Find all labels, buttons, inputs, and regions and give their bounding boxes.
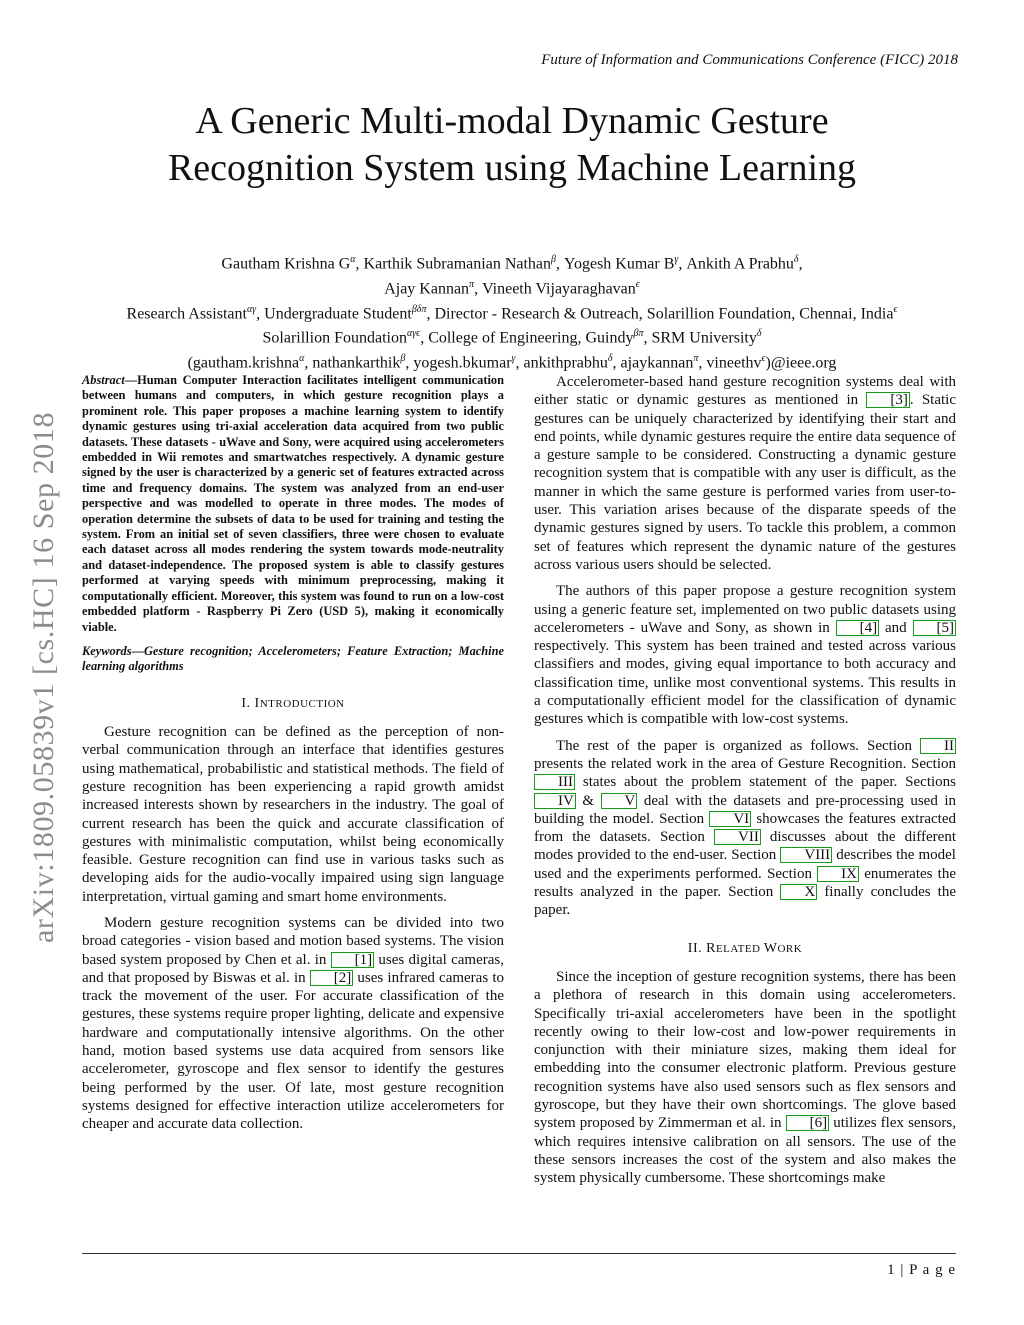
- author-text: , Karthik Subramanian Nathan: [355, 255, 552, 273]
- paragraph-text: The authors of this paper propose a gesture recognition system using a generic feature set, implemented on two public datasets using accelerometers - uWave and Sony, as shown in: [534, 583, 956, 636]
- right-column: [534, 373, 956, 1195]
- section-link[interactable]: IX: [817, 866, 859, 882]
- author-emails-line: [0, 349, 1024, 374]
- citation-link[interactable]: [1]: [331, 952, 375, 968]
- author-mark: α: [299, 353, 305, 365]
- page-number: 1 | P a g e: [887, 1262, 956, 1278]
- footer-rule: [82, 1253, 956, 1254]
- paragraph: [82, 914, 504, 1134]
- paragraph-text: discusses about the different modes provided to the end-user. Section: [534, 829, 956, 864]
- section-link[interactable]: VIII: [780, 847, 832, 863]
- keywords-label: Keywords: [82, 643, 132, 658]
- conference-name: Future of Information and Communications Conference (FICC) 2018: [541, 52, 958, 68]
- paragraph-text: and: [879, 619, 913, 636]
- abstract-label: Abstract: [82, 373, 125, 387]
- section-number: I.: [241, 695, 251, 711]
- paper-title: [0, 98, 1024, 192]
- paragraph-text: describes the model used and the experiments performed. Section: [534, 847, 956, 882]
- author-text: , College of Engineering, Guindy: [420, 329, 634, 347]
- author-text: , Director - Research & Outreach, Solarillion Foundation, Chennai, India: [426, 304, 894, 322]
- title-line-1: A Generic Multi-modal Dynamic Gesture: [195, 100, 829, 142]
- section-link[interactable]: III: [534, 774, 575, 790]
- abstract-text: —Human Computer Interaction facilitates intelligent communication between humans and computers, in which gesture recognition plays a prominent role. This paper proposes a machine learning system to identify dynamic gestures using tri-axial acceleration data acquired from two public datasets. These datasets - uWave and Sony, were acquired using accelerometers embedded in Wii remotes and smartwatches respectively. A dynamic gesture signed by the user is characterized by a generic set of features extracted across time and frequency domains. The system was analyzed from an end-user perspective and was modelled to operate in three modes. The modes of operation determine the subsets of data to be used for training and testing the system. From an initial set of seven classifiers, three were chosen to evaluate each dataset across all modes rendering the system towards mode-neutrality and dataset-independence. The proposed system is able to classify gestures performed at varying speeds with minimum preprocessing, making it computationally efficient. Moreover, this system was found to run on a low-cost embedded platform - Raspberry Pi Zero (USD 5), making it economically viable.: [82, 373, 504, 634]
- author-text: (gautham.krishna: [187, 354, 300, 372]
- author-mark: γ: [511, 353, 516, 365]
- paragraph-text: deal with the datasets and pre-processing used in building the model. Section: [534, 792, 956, 827]
- section-number: II.: [687, 940, 703, 956]
- paragraph: Gesture recognition can be defined as the perception of non-verbal communication through an interface that identifies gestures using mathematical, probabilistic and statistical methods. The field of gesture recognition has been experiencing a rapid growth amidst increased interests shown by researchers in the industry. The goal of current research has been the quick and accurate classification of gestures with minimalistic computation, whilst being economically feasible. Gesture recognition can find use in various tasks such as developing aids for the audio-vocally impaired using sign language interpretation, virtual gaming and smart home environments.: [82, 724, 504, 905]
- author-mark: π: [693, 353, 699, 365]
- section-link[interactable]: II: [920, 738, 956, 754]
- author-block: [0, 250, 1024, 374]
- author-text: Ajay Kannan: [384, 280, 470, 298]
- citation-link[interactable]: [6]: [786, 1115, 830, 1131]
- section-heading-related-work: [534, 940, 956, 958]
- author-mark: α: [350, 254, 356, 265]
- author-names-line-1: [0, 250, 1024, 275]
- paragraph: [534, 373, 956, 574]
- author-text: ,: [798, 255, 803, 273]
- section-heading-introduction: [82, 695, 504, 713]
- paragraph-text: showcases the features extracted from the datasets. Section: [534, 810, 956, 846]
- keywords-text: —Gesture recognition; Accelerometers; Feature Extraction; Machine learning algorithms: [82, 643, 504, 674]
- paragraph-text: uses digital cameras, and that proposed by Biswas et al. in: [82, 951, 504, 986]
- author-mark: δ: [756, 328, 762, 340]
- paragraph-text: Modern gesture recognition systems can be divided into two broad categories - vision based and motion based systems. The vision based system proposed by Chen et al. in: [82, 914, 504, 968]
- author-text: , Vineeth Vijayaraghavan: [474, 280, 636, 298]
- paragraph-text: utilizes flex sensors, which requires intensive calibration on all sensors. The use of the these sensors increases the cost of the system and also makes the system physically cumbersome. These shortcomings make: [534, 1115, 957, 1187]
- paragraph-text: enumerates the results analyzed in the paper. Section: [534, 865, 957, 901]
- author-text: , Ankith A Prabhu: [678, 255, 794, 273]
- author-mark: γ: [674, 254, 679, 265]
- section-smallcaps: ELATED: [715, 942, 764, 955]
- citation-link[interactable]: [4]: [836, 620, 880, 636]
- paragraph-text: states about the problem statement of the paper. Sections: [575, 774, 956, 791]
- arxiv-stamp: arXiv:1809.05839v1 [cs.HC] 16 Sep 2018: [27, 411, 60, 943]
- section-link[interactable]: VI: [709, 811, 751, 827]
- author-text: , ankithprabhu: [515, 354, 608, 372]
- citation-link[interactable]: [2]: [310, 970, 354, 986]
- author-text: Solarillion Foundation: [262, 329, 407, 347]
- author-mark: δ: [793, 254, 799, 265]
- author-mark: π: [469, 278, 475, 290]
- author-mark: αγϵ: [406, 328, 421, 340]
- citation-link[interactable]: [3]: [866, 392, 910, 408]
- section-cap: I: [254, 695, 260, 711]
- author-text: , Yogesh Kumar B: [556, 255, 675, 273]
- section-smallcaps: NTRODUCTION: [259, 697, 345, 710]
- title-line-2: Recognition System using Machine Learning: [167, 147, 857, 189]
- citation-link[interactable]: [5]: [913, 620, 957, 636]
- author-mark: ϵ: [635, 278, 640, 290]
- paragraph-text: finally concludes the paper.: [534, 884, 956, 919]
- author-text: Research Assistant: [126, 304, 247, 322]
- author-roles-line: [0, 300, 1024, 325]
- author-mark: βπ: [633, 328, 644, 340]
- section-cap: W: [763, 940, 778, 956]
- author-names-line-2: [0, 275, 1024, 300]
- paragraph: [534, 582, 956, 728]
- paragraph-text: The rest of the paper is organized as follows. Section: [556, 737, 920, 754]
- author-mark: ϵ: [893, 303, 898, 315]
- section-cap: R: [706, 940, 716, 956]
- author-mark: δ: [607, 353, 613, 365]
- author-affiliations-line: [0, 324, 1024, 349]
- paragraph-text: Since the inception of gesture recognition systems, there has been a plethora of research in this domain using accelerometers. Specifically tri-axial accelerometers have been in the spotlight recently owing to their low-cost and low-power requirements in conjunction with their miniature sizes, making them ideal for embedding into the consumer electronic platform. Previous gesture recognition systems have also used sensors such as flex sensors and gyroscope, but they have their own shortcomings. The glove based system proposed by Zimmerman et al. in: [534, 968, 956, 1132]
- keywords: [82, 644, 504, 675]
- author-text: , SRM University: [643, 329, 757, 347]
- section-link[interactable]: VII: [714, 829, 761, 845]
- author-mark: ϵ: [761, 353, 766, 365]
- paragraph: [534, 968, 956, 1188]
- paragraph-text: . Static gestures can be uniquely characterized by identifying their start and end points, while dynamic gestures require the entire data sequence of a gesture sample to be considered. Constructing a dynamic gesture recognition system that is compatible with any user is difficult, as the manner in which the same gesture is performed varies from user-to-user. This variation arises because of the disparate speeds of the dynamic gestures signed by users. To tackle this problem, a common set of features which represent the dynamic nature of the gestures across various users should be selected.: [534, 392, 956, 573]
- author-text: , vineethv: [698, 354, 762, 372]
- paragraph-text: uses infrared cameras to track the movement of the user. For accurate classification of the gestures, these systems require proper lighting, delicate and expensive hardware and computationally intensive algorithms. On the other hand, motion based systems use data acquired from sensors like accelerometer, gyroscope and flex sensor to identify the gestures being performed by the user. Of late, most gesture recognition systems designed for effective interaction utilize accelerometers for cheaper and accurate data collection.: [82, 969, 504, 1133]
- section-link[interactable]: X: [780, 884, 817, 900]
- author-text: , Undergraduate Student: [256, 304, 412, 322]
- left-column: [82, 373, 504, 1142]
- section-link[interactable]: IV: [534, 793, 576, 809]
- paragraph-text: presents the related work in the area of Gesture Recognition. Section: [534, 755, 956, 772]
- author-text: , yogesh.bkumar: [405, 354, 512, 372]
- author-mark: βδπ: [411, 303, 427, 315]
- paragraph-text: Accelerometer-based hand gesture recognition systems deal with either static or dynamic gestures as mentioned in: [534, 374, 956, 409]
- section-link[interactable]: V: [601, 793, 638, 809]
- author-mark: αγ: [246, 303, 257, 315]
- author-text: Gautham Krishna G: [221, 255, 351, 273]
- author-text: )@ieee.org: [765, 354, 837, 372]
- author-text: , ajaykannan: [612, 354, 694, 372]
- author-mark: β: [551, 254, 557, 265]
- author-text: , nathankarthik: [304, 354, 401, 372]
- author-mark: β: [400, 353, 406, 365]
- paragraph: [534, 737, 956, 920]
- section-smallcaps: ORK: [777, 942, 803, 955]
- paragraph-text: respectively. This system has been trained and tested across various classifiers and modes, giving equal importance to both accuracy and classification time, unlike most conventional systems. This results in a computationally efficient model for the classification of dynamic gestures which is compatible with low-cost systems.: [534, 638, 956, 728]
- paragraph-text: &: [575, 792, 601, 809]
- abstract: [82, 373, 504, 635]
